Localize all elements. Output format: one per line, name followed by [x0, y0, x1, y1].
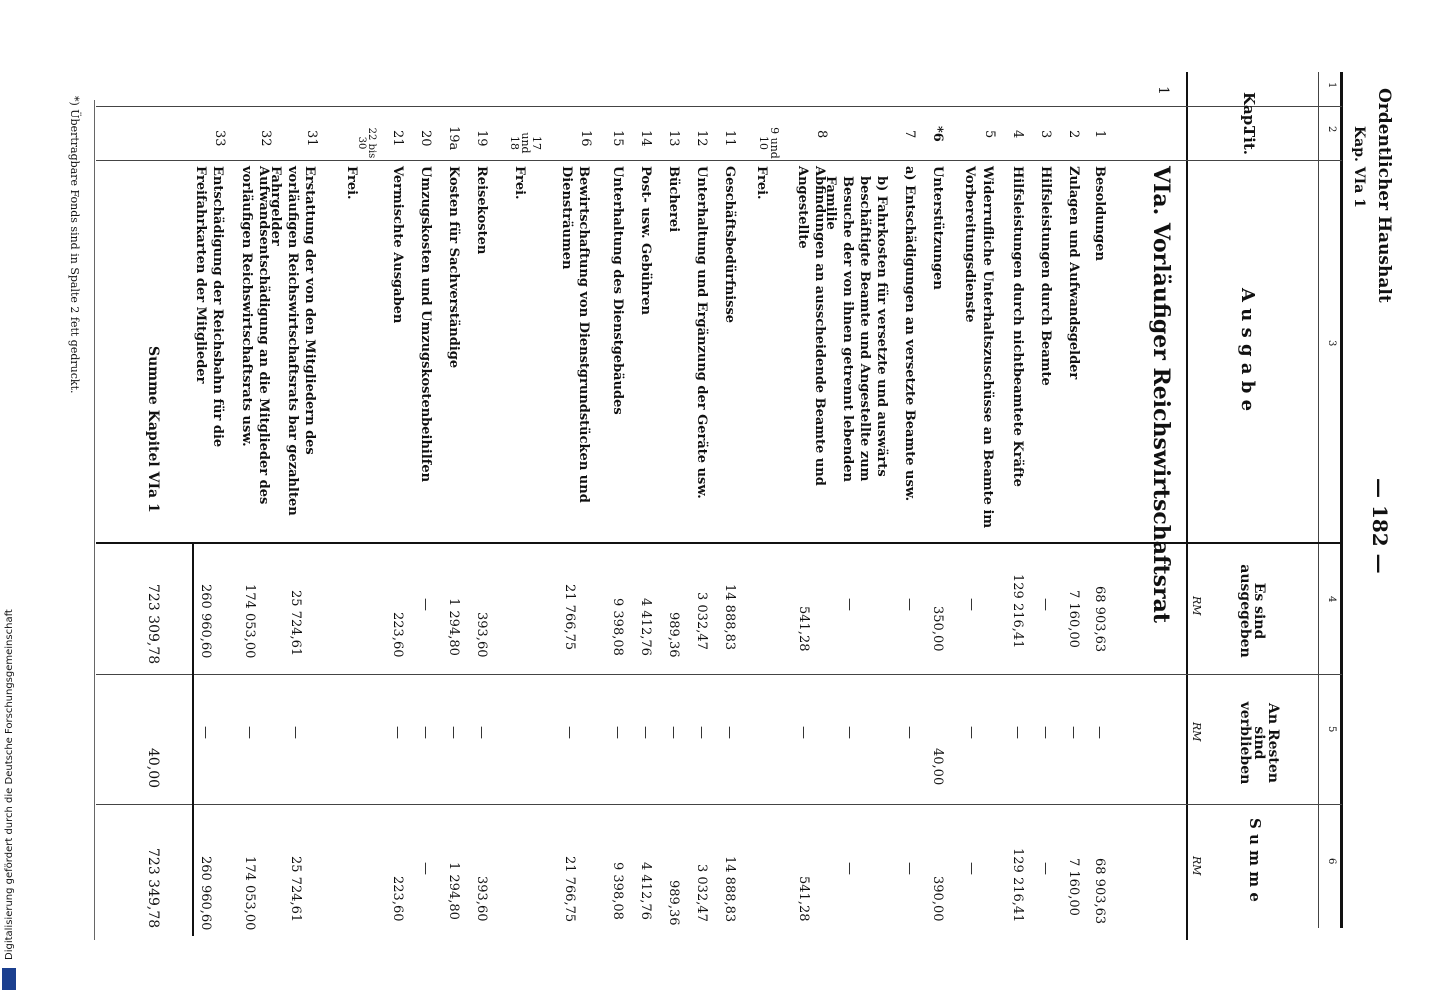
summe-value: 393,60	[474, 876, 489, 922]
row-text: Bücherei	[666, 166, 681, 233]
footnote: *) Übertragbare Fonds sind in Spalte 2 fett gedruckt.	[68, 96, 81, 394]
tit-number: 13	[666, 130, 681, 147]
ausgegeben-value: 68 903,63	[1092, 586, 1107, 653]
total-rule	[192, 542, 194, 936]
reste-value: —	[638, 726, 653, 739]
reste-value: —	[694, 726, 709, 739]
summe-value: 9 398,08	[610, 862, 625, 920]
tit-number: 15	[610, 130, 625, 147]
row-text: Aufwandsentschädigung an die Mitglieder des vorläufigen Reichswirtschaftsrats usw.	[239, 166, 271, 505]
tit-number: 22 bis 30	[356, 127, 377, 159]
summe-value: 174 053,00	[242, 856, 257, 931]
ausgegeben-value: 989,36	[666, 612, 681, 658]
reste-value: —	[902, 726, 917, 739]
reste-value: —	[418, 726, 433, 739]
ausgegeben-value: —	[1038, 598, 1053, 611]
row-text: Unterhaltung des Dienstgebäudes	[610, 166, 625, 415]
tit-number: 19a	[446, 126, 461, 151]
summe-value: 4 412,76	[638, 862, 653, 920]
summe-value: 7 160,00	[1066, 858, 1081, 916]
summe-value: 25 724,61	[288, 856, 303, 923]
col-number-3: 3	[1326, 340, 1337, 347]
summe-value: 223,60	[390, 876, 405, 922]
row-text: Kosten für Sachverständige	[446, 166, 461, 369]
ausgegeben-value: 129 216,41	[1010, 574, 1025, 649]
row-text: Hilfsleistungen durch Beamte	[1038, 166, 1053, 386]
reste-value: —	[842, 726, 857, 739]
tit-number: 31	[304, 130, 319, 147]
summe-value: —	[842, 862, 857, 875]
col-number-4: 4	[1326, 596, 1337, 603]
col-number-5: 5	[1326, 726, 1337, 733]
ausgegeben-value: —	[902, 598, 917, 611]
summe-value: 21 766,75	[562, 856, 577, 923]
reste-value: —	[1038, 726, 1053, 739]
ausgegeben-value: 21 766,75	[562, 584, 577, 651]
section-title: VIa. Vorläufiger Reichswirtschaftsrat	[1148, 166, 1174, 623]
tit-number: 7	[902, 130, 917, 139]
summe-value: —	[1038, 862, 1053, 875]
row-text: Abfindungen an ausscheidende Beamte und Angestellte	[795, 166, 827, 486]
summe-value: —	[902, 862, 917, 875]
reste-value: —	[242, 726, 257, 739]
reste-value: —	[474, 726, 489, 739]
tit-number: 3	[1038, 130, 1053, 139]
row-text: Besoldungen	[1092, 166, 1107, 261]
ausgegeben-value: 1 294,80	[446, 598, 461, 656]
col-number-6: 6	[1326, 858, 1337, 865]
table-right-border	[1340, 72, 1343, 928]
chapter-ref: Kap. VIa 1	[1351, 126, 1367, 208]
reste-value: —	[1010, 726, 1025, 739]
row-text: Widerrufliche Unterhaltszuschüsse an Beamte im Vorbereitungsdienste	[962, 166, 995, 529]
column-number-row-line	[1318, 72, 1319, 928]
total-ausgegeben: 723 309,78	[145, 584, 161, 665]
ausgegeben-value: 260 960,60	[198, 584, 213, 659]
ausgabe-header: A u s g a b e	[1237, 288, 1258, 412]
summe-value: 68 903,63	[1092, 858, 1107, 925]
summe-value: 14 888,83	[722, 856, 737, 923]
row-text: Vermischte Ausgaben	[390, 166, 405, 324]
ausgegeben-value: 14 888,83	[722, 584, 737, 651]
col5-header: An Resten sind verblieben	[1237, 701, 1281, 785]
summe-value: —	[964, 862, 979, 875]
reste-value: —	[610, 726, 625, 739]
row-text: Bewirtschaftung von Dienstgrundstücken und Diensträumen	[559, 166, 591, 503]
row-text: Entschädigung der Reichsbahn für die Freifahrkarten der Mitglieder	[193, 166, 225, 448]
reste-value: —	[1092, 726, 1107, 739]
tit-number: 32	[258, 130, 273, 147]
tit-number: 1	[1092, 130, 1107, 139]
tit-number: 8	[814, 130, 829, 139]
row-text: Post- usw. Gebühren	[638, 166, 653, 315]
tit-header: Tit.	[1240, 126, 1258, 156]
col4-header: Es sind ausgegeben	[1237, 564, 1267, 658]
summe-value: 260 960,60	[198, 856, 213, 931]
tit-number: 11	[722, 130, 737, 147]
row-text: Unterstützungen	[930, 166, 945, 290]
currency-col5: RM	[1190, 722, 1203, 742]
tit-number: *6	[930, 126, 945, 142]
reste-value: —	[446, 726, 461, 739]
summe-value: 3 032,47	[694, 864, 709, 922]
kap-header: Kap.	[1240, 92, 1258, 131]
tit-number: 12	[694, 130, 709, 147]
tit-text-divider	[96, 160, 1342, 161]
summe-value: 989,36	[666, 880, 681, 926]
summe-value: —	[418, 862, 433, 875]
reste-value: —	[964, 726, 979, 739]
ausgegeben-value: 4 412,76	[638, 598, 653, 656]
col5-col6-divider	[96, 804, 1342, 805]
col-number-2: 2	[1326, 126, 1337, 133]
summe-value: 129 216,41	[1010, 848, 1025, 923]
row-text: Hilfsleistungen durch nichtbeamtete Kräfte	[1010, 166, 1025, 487]
reste-value: —	[288, 726, 303, 739]
col6-header: S u m m e	[1246, 818, 1264, 902]
page-number: — 182 —	[1368, 478, 1392, 574]
row-text: Frei.	[344, 166, 359, 200]
row-text: b) Fahrkosten für versetzte und auswärts beschäftigte Beamte und Angestellte zum Besuche der von ihnen getrennt lebenden Familie	[823, 176, 889, 482]
tit-number: 5	[982, 130, 997, 139]
row-text: Erstattung der von den Mitgliedern des vorläufigen Reichswirtschaftsrats bar gezahlten Fahrgelder	[268, 166, 317, 516]
ausgegeben-value: 9 398,08	[610, 598, 625, 656]
tit-number: 21	[390, 130, 405, 147]
ausgegeben-value: 541,28	[796, 606, 811, 652]
row-text: Zulagen und Aufwandsgelder	[1066, 166, 1081, 380]
tit-number: 2	[1066, 130, 1081, 139]
table-left-rule	[94, 100, 95, 940]
tit-number: 20	[418, 130, 433, 147]
reste-value: 40,00	[930, 748, 945, 786]
row-text: Geschäftsbedürfnisse	[722, 166, 737, 324]
digitization-note: Digitalisierung gefördert durch die Deutsche Forschungsgemeinschaft	[4, 609, 15, 960]
tit-number: 14	[638, 130, 653, 147]
tit-number: 16	[578, 130, 593, 147]
ausgegeben-value: 7 160,00	[1066, 590, 1081, 648]
tit-number: 33	[212, 130, 227, 147]
reste-value: —	[1066, 726, 1081, 739]
currency-col4: RM	[1190, 596, 1203, 616]
tit-number: 9 und 10	[757, 127, 781, 159]
header-bottom-line	[1186, 72, 1188, 940]
total-reste: 40,00	[145, 748, 161, 789]
summe-value: 390,00	[930, 876, 945, 922]
row-text: Frei.	[754, 166, 769, 200]
reste-value: —	[722, 726, 737, 739]
row-text: Reisekosten	[474, 166, 489, 255]
tit-number: 4	[1010, 130, 1025, 139]
kap-tit-divider	[96, 106, 1342, 107]
tit-number: 19	[474, 130, 489, 147]
row-text: Frei.	[512, 166, 527, 200]
reste-value: —	[390, 726, 405, 739]
total-summe: 723 349,78	[145, 848, 161, 929]
ausgegeben-value: 3 032,47	[694, 592, 709, 650]
row-text: Umzugskosten und Umzugskostenbeihilfen	[418, 166, 433, 483]
tit-number: 17 und 18	[508, 132, 543, 154]
reste-value: —	[198, 726, 213, 739]
ausgegeben-value: —	[842, 598, 857, 611]
summe-value: 1 294,80	[446, 862, 461, 920]
total-label: Summe Kapitel VIa 1	[145, 346, 161, 513]
kapitel-number: 1	[1155, 86, 1171, 95]
reste-value: —	[796, 726, 811, 739]
reste-value: —	[562, 726, 577, 739]
col-number-1: 1	[1326, 82, 1337, 89]
ausgegeben-value: 25 724,61	[288, 590, 303, 657]
ausgegeben-value: —	[418, 598, 433, 611]
ausgegeben-value: 174 053,00	[242, 584, 257, 659]
ausgegeben-value: 350,00	[930, 606, 945, 652]
dfg-logo-icon	[2, 968, 16, 990]
ausgegeben-value: —	[964, 598, 979, 611]
col4-col5-divider	[96, 674, 1342, 675]
ausgegeben-value: 393,60	[474, 612, 489, 658]
row-text: Unterhaltung und Ergänzung der Geräte usw.	[694, 166, 709, 499]
row-text: a) Entschädigungen an versetzte Beamte usw.	[902, 166, 917, 502]
summe-value: 541,28	[796, 876, 811, 922]
ausgegeben-value: 223,60	[390, 612, 405, 658]
reste-value: —	[666, 726, 681, 739]
currency-col6: RM	[1190, 856, 1203, 876]
running-title: Ordentlicher Haushalt	[1374, 88, 1394, 303]
